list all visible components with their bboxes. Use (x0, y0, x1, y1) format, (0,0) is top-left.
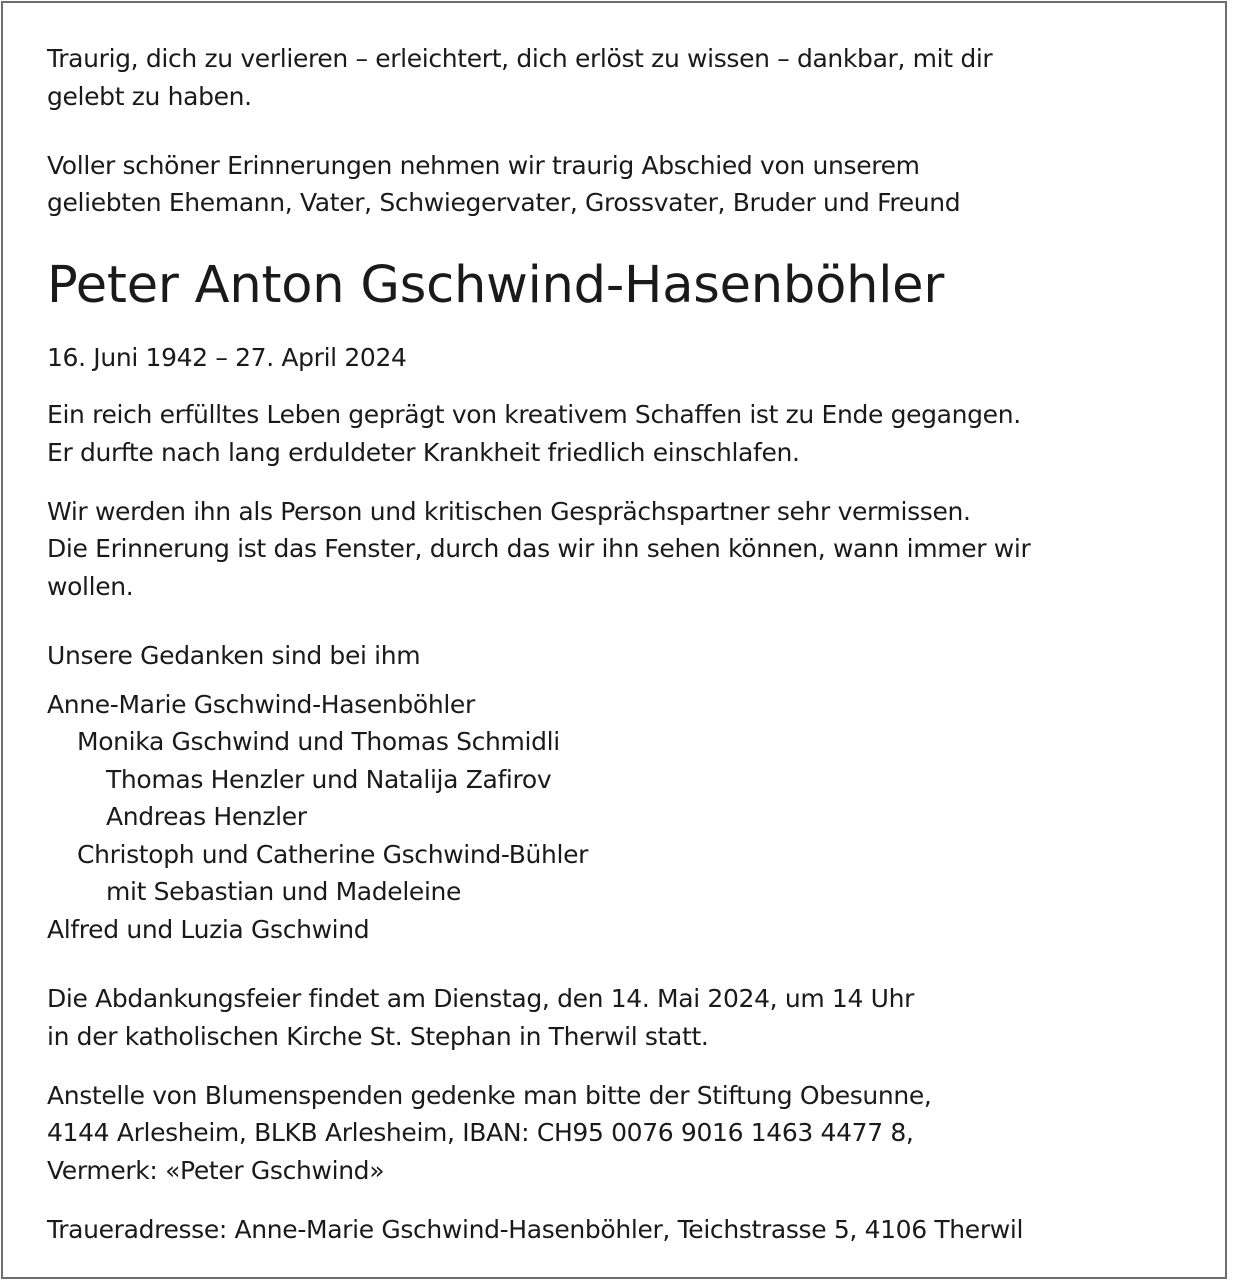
intro-line: Traurig, dich zu verlieren – erleichtert, dich erlöst zu wissen – dankbar, mit dir (47, 44, 993, 73)
mourning-address: Traueradresse: Anne-Marie Gschwind-Hasenböhler, Teichstrasse 5, 4106 Therwil (47, 1215, 1024, 1244)
mourner-name: Christoph und Catherine Gschwind-Bühler (77, 840, 589, 869)
farewell-line: Voller schöner Erinnerungen nehmen wir traurig Abschied von unserem (47, 151, 920, 180)
life-dates: 16. Juni 1942 – 27. April 2024 (47, 343, 407, 372)
donation-line: Vermerk: «Peter Gschwind» (47, 1156, 385, 1185)
memory-line: wollen. (47, 572, 134, 601)
thoughts-line: Unsere Gedanken sind bei ihm (47, 641, 421, 670)
memory-line: Die Erinnerung ist das Fenster, durch das wir ihn sehen können, wann immer wir (47, 534, 1031, 563)
mourner-name: Anne-Marie Gschwind-Hasenböhler (47, 690, 475, 719)
intro-line: gelebt zu haben. (47, 82, 252, 111)
memory-line: Wir werden ihn als Person und kritischen Gesprächspartner sehr vermissen. (47, 497, 971, 526)
ceremony-line: Die Abdankungsfeier findet am Dienstag, den 14. Mai 2024, um 14 Uhr (47, 984, 915, 1013)
life-line: Er durfte nach lang erduldeter Krankheit friedlich einschlafen. (47, 438, 800, 467)
mourner-name: Monika Gschwind und Thomas Schmidli (77, 727, 560, 756)
mourner-name: Alfred und Luzia Gschwind (47, 915, 370, 944)
life-line: Ein reich erfülltes Leben geprägt von kreativem Schaffen ist zu Ende gegangen. (47, 400, 1021, 429)
donation-line: Anstelle von Blumenspenden gedenke man bitte der Stiftung Obesunne, (47, 1081, 932, 1110)
donation-line: 4144 Arlesheim, BLKB Arlesheim, IBAN: CH95 0076 9016 1463 4477 8, (47, 1118, 914, 1147)
deceased-name: Peter Anton Gschwind-Hasenböhler (47, 256, 945, 315)
mourner-name: mit Sebastian und Madeleine (106, 877, 462, 906)
mourner-name: Andreas Henzler (106, 802, 307, 831)
farewell-line: geliebten Ehemann, Vater, Schwiegervater, Grossvater, Bruder und Freund (47, 188, 961, 217)
mourner-name: Thomas Henzler und Natalija Zafirov (106, 765, 552, 794)
ceremony-line: in der katholischen Kirche St. Stephan in Therwil statt. (47, 1022, 709, 1051)
